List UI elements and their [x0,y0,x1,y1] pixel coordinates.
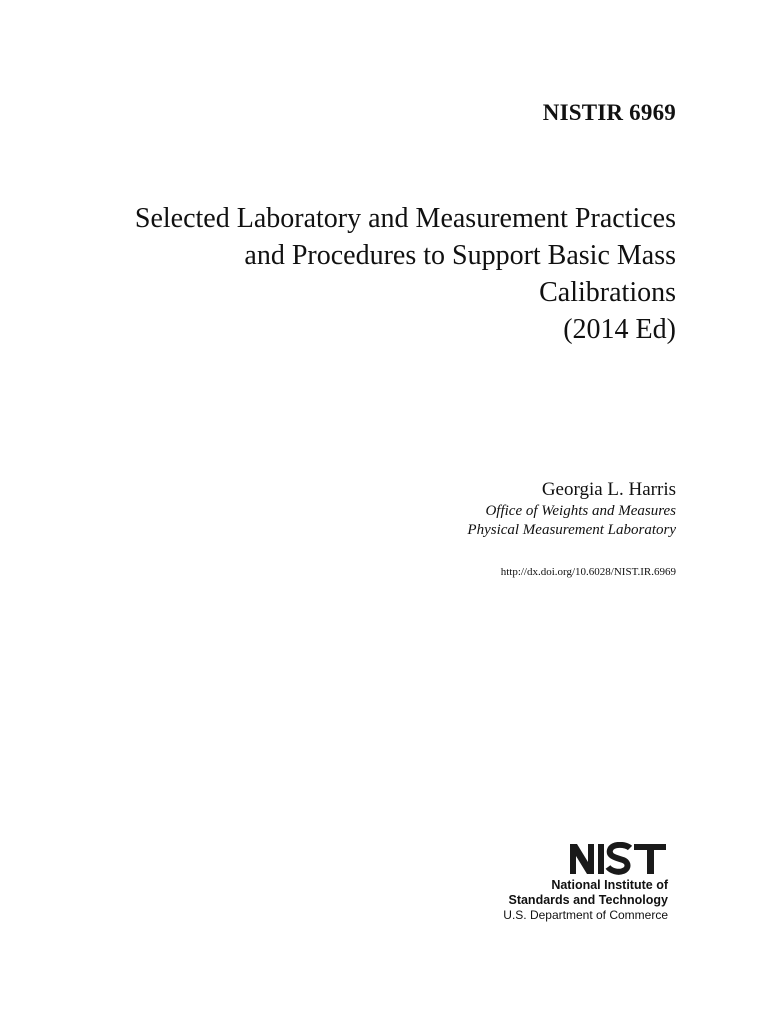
title-line-1: Selected Laboratory and Measurement Practices [134,203,676,234]
doi-link[interactable]: http://dx.doi.org/10.6028/NIST.IR.6969 [500,566,676,578]
affiliation-office: Office of Weights and Measures [485,503,676,519]
affiliation-laboratory: Physical Measurement Laboratory [467,522,676,538]
logo-line-3: U.S. Department of Commerce [503,908,668,922]
title-line-2: and Procedures to Support Basic Mass [244,240,676,271]
title-line-4: (2014 Ed) [563,314,676,345]
author-name: Georgia L. Harris [541,479,676,500]
report-number: NISTIR 6969 [542,100,676,125]
document-title [36,200,676,348]
logo-line-1: National Institute of [551,878,668,892]
nist-logo-text [503,878,668,923]
title-line-3: Calibrations [539,277,676,308]
nist-logo [490,840,680,930]
logo-line-2: Standards and Technology [508,893,668,907]
nist-logo-mark [568,842,668,876]
author-block [276,478,676,540]
